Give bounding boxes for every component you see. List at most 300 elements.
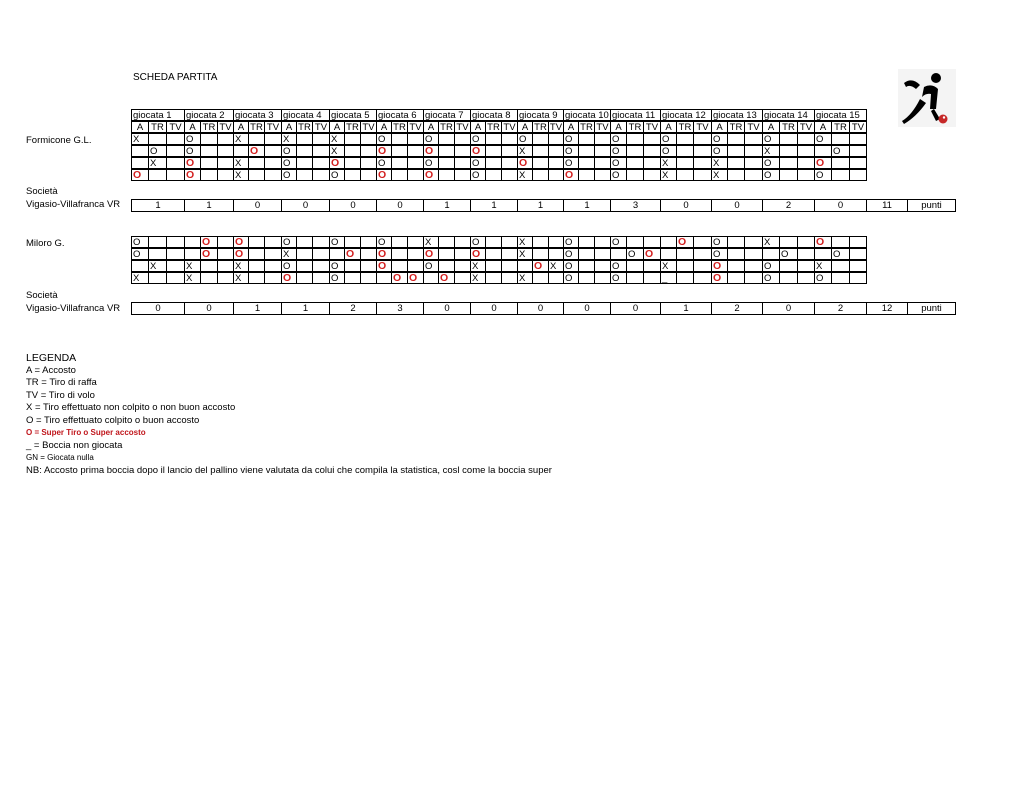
throw-cell [501,133,518,145]
throw-cell [711,260,728,272]
throw-cell [744,145,763,157]
throw-cell [296,169,313,181]
throw-cell [217,145,234,157]
throw-mark: O [331,273,339,284]
throw-cell [281,169,297,181]
throw-cell [296,145,313,157]
throw-cell [744,157,763,169]
throw-cell [517,260,533,272]
throw-cell [296,260,313,272]
sub-header: TV [849,121,867,133]
throw-cell [248,169,265,181]
throw-cell [470,169,486,181]
throw-cell [248,157,265,169]
throw-cell [485,248,502,260]
throw-cell [594,260,611,272]
throw-mark: O [378,134,386,145]
throw-cell [264,272,282,284]
score-cell: 2 [711,302,763,315]
throw-cell [148,248,167,260]
throw-cell [610,145,627,157]
throw-cell [344,260,361,272]
sub-header: TR [578,121,595,133]
throw-cell [391,248,408,260]
throw-cell [594,248,611,260]
throw-cell [727,145,745,157]
throw-cell [779,248,798,260]
throw-cell [501,260,518,272]
throw-mark: X [331,134,338,145]
throw-cell [391,236,408,248]
throw-cell [312,272,330,284]
super-mark: O [816,236,825,248]
throw-cell [184,157,201,169]
throw-cell [296,133,313,145]
throw-cell [831,133,850,145]
throw-cell [626,236,644,248]
super-mark: O [235,248,244,260]
throw-cell [470,133,486,145]
throw-mark: X [713,158,720,169]
throw-cell [711,157,728,169]
throw-cell [610,272,627,284]
throw-cell [248,236,265,248]
throw-cell [578,248,595,260]
throw-cell [563,248,579,260]
throw-cell [376,260,392,272]
score-cell: 1 [517,199,564,212]
throw-cell [501,169,518,181]
throw-cell [470,145,486,157]
throw-cell [660,133,677,145]
throw-cell [485,133,502,145]
throw-cell [312,248,330,260]
throw-cell [814,260,832,272]
super-mark: O [346,248,355,260]
throw-cell [217,133,234,145]
throw-cell [148,169,167,181]
throw-cell [391,133,408,145]
throw-cell [166,145,185,157]
legend-nb: NB: Accosto prima boccia dopo il lancio del pallino viene valutata da colui che compila la statistica, cosl come la boccia super [26,464,552,476]
throw-mark: X [150,158,157,169]
throw-cell [849,248,867,260]
throw-cell [423,260,439,272]
throw-cell [470,248,486,260]
throw-cell [626,248,644,260]
throw-cell [643,133,661,145]
throw-cell [329,169,345,181]
throw-cell [200,133,218,145]
score-cell: 1 [184,199,234,212]
throw-cell [563,236,579,248]
throw-cell [563,260,579,272]
throw-mark: X [472,261,479,272]
score-cell: 0 [762,302,815,315]
super-mark: O [186,169,195,181]
throw-cell [517,145,533,157]
throw-cell [626,169,644,181]
score-cell: 1 [423,199,471,212]
throw-cell [660,145,677,157]
throw-cell [797,145,815,157]
throw-cell [131,133,149,145]
societa-label: Società [26,290,58,301]
score-cell: 0 [660,199,712,212]
throw-cell [676,169,694,181]
throw-cell [610,248,627,260]
throw-cell [454,236,471,248]
throw-cell [711,145,728,157]
throw-cell [248,133,265,145]
throw-cell [264,236,282,248]
throw-mark: O [283,158,291,169]
super-mark: O [378,169,387,181]
throw-cell [454,145,471,157]
sub-header: A [233,121,249,133]
throw-mark: X [816,261,823,272]
throw-cell [296,248,313,260]
throw-cell [376,145,392,157]
throw-cell [532,145,549,157]
throw-mark: X [235,134,242,145]
throw-cell [376,248,392,260]
throw-cell [501,272,518,284]
legend-gn: GN = Giocata nulla [26,453,94,462]
throw-cell [831,145,850,157]
throw-cell [744,236,763,248]
throw-cell [762,236,780,248]
throw-cell [217,248,234,260]
throw-cell [676,260,694,272]
throw-cell [610,260,627,272]
throw-cell [626,272,644,284]
throw-mark: X [764,237,771,248]
throw-cell [131,260,149,272]
throw-cell [779,236,798,248]
throw-cell [360,260,377,272]
throw-cell [312,157,330,169]
throw-mark: O [628,249,636,260]
throw-cell [762,260,780,272]
throw-cell [485,236,502,248]
throw-cell [578,236,595,248]
throw-cell [849,236,867,248]
throw-cell [548,236,564,248]
sub-header: TV [693,121,712,133]
throw-cell [329,157,345,169]
throw-cell [148,236,167,248]
throw-cell [312,133,330,145]
throw-cell [148,133,167,145]
throw-cell [200,157,218,169]
giocata-header: giocata 4 [281,109,330,121]
throw-cell [391,157,408,169]
throw-cell [407,169,424,181]
throw-mark: X [713,170,720,181]
throw-cell [517,169,533,181]
throw-cell [344,169,361,181]
throw-cell [762,272,780,284]
throw-cell [233,260,249,272]
sub-header: TV [454,121,471,133]
throw-cell [563,157,579,169]
throw-cell [407,145,424,157]
punti-label: punti [907,199,956,212]
throw-mark: O [186,146,194,157]
throw-cell [281,133,297,145]
giocata-header: giocata 6 [376,109,424,121]
sub-header: TV [549,122,563,133]
throw-mark: O [472,170,480,181]
throw-cell [454,157,471,169]
giocata-header: giocata 11 [610,109,661,121]
throw-mark: O [565,158,573,169]
throw-mark: X [283,249,290,260]
throw-mark: X [235,261,242,272]
throw-cell [779,133,798,145]
score-cell: 3 [610,199,661,212]
throw-cell [643,260,661,272]
throw-cell [594,133,611,145]
sub-header: TR [626,121,644,133]
score-cell: 1 [233,302,282,315]
score-cell: 3 [376,302,424,315]
sub-header: A [184,121,201,133]
throw-cell [248,272,265,284]
throw-cell [281,260,297,272]
super-mark: O [409,272,418,284]
throw-mark: X [133,134,140,145]
sub-header: A [329,121,345,133]
throw-cell [470,157,486,169]
throw-cell [744,260,763,272]
throw-cell [329,236,345,248]
score-cell: 0 [184,302,234,315]
sub-header: TR [831,121,850,133]
throw-cell [233,272,249,284]
score-cell: 0 [563,302,611,315]
score-cell: 1 [660,302,712,315]
throw-cell [329,260,345,272]
sub-header: TV [166,121,185,133]
sub-header: A [131,121,149,133]
score-cell: 1 [281,302,330,315]
score-cell: 0 [423,302,471,315]
score-cell: 2 [762,199,815,212]
throw-cell [779,260,798,272]
sub-header: TV [360,121,377,133]
sub-header: TR [200,121,218,133]
throw-cell [711,236,728,248]
throw-cell [233,169,249,181]
throw-mark: X [519,146,526,157]
throw-cell [423,169,439,181]
throw-cell [563,133,579,145]
super-mark: O [645,248,654,260]
throw-cell [470,236,486,248]
throw-mark: X [186,261,193,272]
throw-cell [312,260,330,272]
sub-header: TV [501,121,518,133]
throw-mark: O [565,261,573,272]
throw-mark: O [425,134,433,145]
sub-header: TR [248,121,265,133]
throw-cell [676,236,694,248]
giocata-header: giocata 1 [131,109,185,121]
throw-mark: O [764,170,772,181]
societa-label: Società [26,186,58,197]
throw-cell [594,169,611,181]
throw-cell [711,133,728,145]
throw-cell [548,169,564,181]
throw-cell [233,248,249,260]
throw-cell [264,145,282,157]
throw-cell [376,236,392,248]
throw-cell [548,272,564,284]
throw-cell [660,248,677,260]
throw-cell [548,248,564,260]
throw-cell [814,236,832,248]
player-name: Formicone G.L. [26,135,92,146]
throw-cell [610,169,627,181]
throw-cell [391,145,408,157]
super-mark: O [186,157,195,169]
throw-cell [594,272,611,284]
throw-cell [693,145,712,157]
throw-mark: O [612,158,620,169]
super-mark: O [235,236,244,248]
legend-item: TV = Tiro di volo [26,389,95,401]
throw-mark: O [565,249,573,260]
throw-mark: O [565,134,573,145]
throw-cell [532,272,549,284]
throw-cell [744,272,763,284]
throw-mark: X [425,237,432,248]
throw-cell [643,157,661,169]
throw-mark: O [662,146,670,157]
throw-mark: O [283,170,291,181]
throw-mark: O [816,273,824,284]
throw-cell [233,157,249,169]
throw-cell [376,157,392,169]
throw-cell [626,133,644,145]
throw-cell [693,236,712,248]
throw-cell [517,248,533,260]
super-mark: O [133,169,142,181]
score-cell: 0 [610,302,661,315]
legend-super: O = Super Tiro o Super accosto [26,428,146,437]
throw-mark: X [150,261,157,272]
throw-cell [643,248,661,260]
sub-header: A [281,121,297,133]
throw-cell [233,236,249,248]
throw-cell [312,169,330,181]
super-mark: O [378,248,387,260]
throw-cell [200,272,218,284]
throw-cell [643,145,661,157]
throw-cell [849,145,867,157]
giocata-header: giocata 9 [517,109,564,121]
throw-cell [814,272,832,284]
throw-cell [693,260,712,272]
giocata-header: giocata 2 [184,109,234,121]
throw-cell [281,157,297,169]
throw-cell [660,157,677,169]
sub-header: TR [676,121,694,133]
legend-item: A = Accosto [26,364,76,376]
throw-cell [344,248,361,260]
sub-header: TV [643,121,661,133]
score-cell: 0 [376,199,424,212]
throw-cell [711,272,728,284]
throw-mark: O [781,249,789,260]
throw-mark: O [816,134,824,145]
throw-cell [501,145,518,157]
throw-cell [643,169,661,181]
super-mark: O [713,260,722,272]
throw-cell [643,236,661,248]
throw-cell [594,157,611,169]
throw-mark: X [519,249,526,260]
throw-cell [660,236,677,248]
throw-cell [744,169,763,181]
throw-mark: O [472,158,480,169]
throw-cell [166,248,185,260]
throw-mark: O [331,237,339,248]
throw-cell [264,248,282,260]
score-cell: 0 [281,199,330,212]
throw-cell [200,260,218,272]
throw-cell [594,145,611,157]
sub-header: A [470,121,486,133]
throw-cell [727,157,745,169]
throw-cell [849,169,867,181]
throw-cell [312,236,330,248]
throw-cell [438,236,455,248]
throw-cell [831,272,850,284]
throw-cell [281,236,297,248]
throw-cell [360,145,377,157]
throw-mark: X [133,273,140,284]
super-mark: O [393,272,402,284]
throw-cell [264,260,282,272]
throw-cell [217,169,234,181]
throw-cell [626,260,644,272]
throw-cell [376,169,392,181]
throw-cell [660,260,677,272]
score-cell: 0 [517,302,564,315]
throw-cell [248,248,265,260]
sub-header: A [563,121,579,133]
throw-mark: O [283,237,291,248]
throw-mark: O [612,273,620,284]
throw-mark: O [519,134,527,145]
throw-cell [797,169,815,181]
throw-cell [329,248,345,260]
throw-cell [281,272,297,284]
super-mark: O [713,272,722,284]
throw-cell [485,157,502,169]
sub-header: TR [296,121,313,133]
throw-cell [131,157,149,169]
throw-cell [727,133,745,145]
throw-cell [676,133,694,145]
throw-mark: O [565,146,573,157]
score-cell: 0 [470,302,518,315]
score-cell: 0 [711,199,763,212]
super-mark: O [565,169,574,181]
